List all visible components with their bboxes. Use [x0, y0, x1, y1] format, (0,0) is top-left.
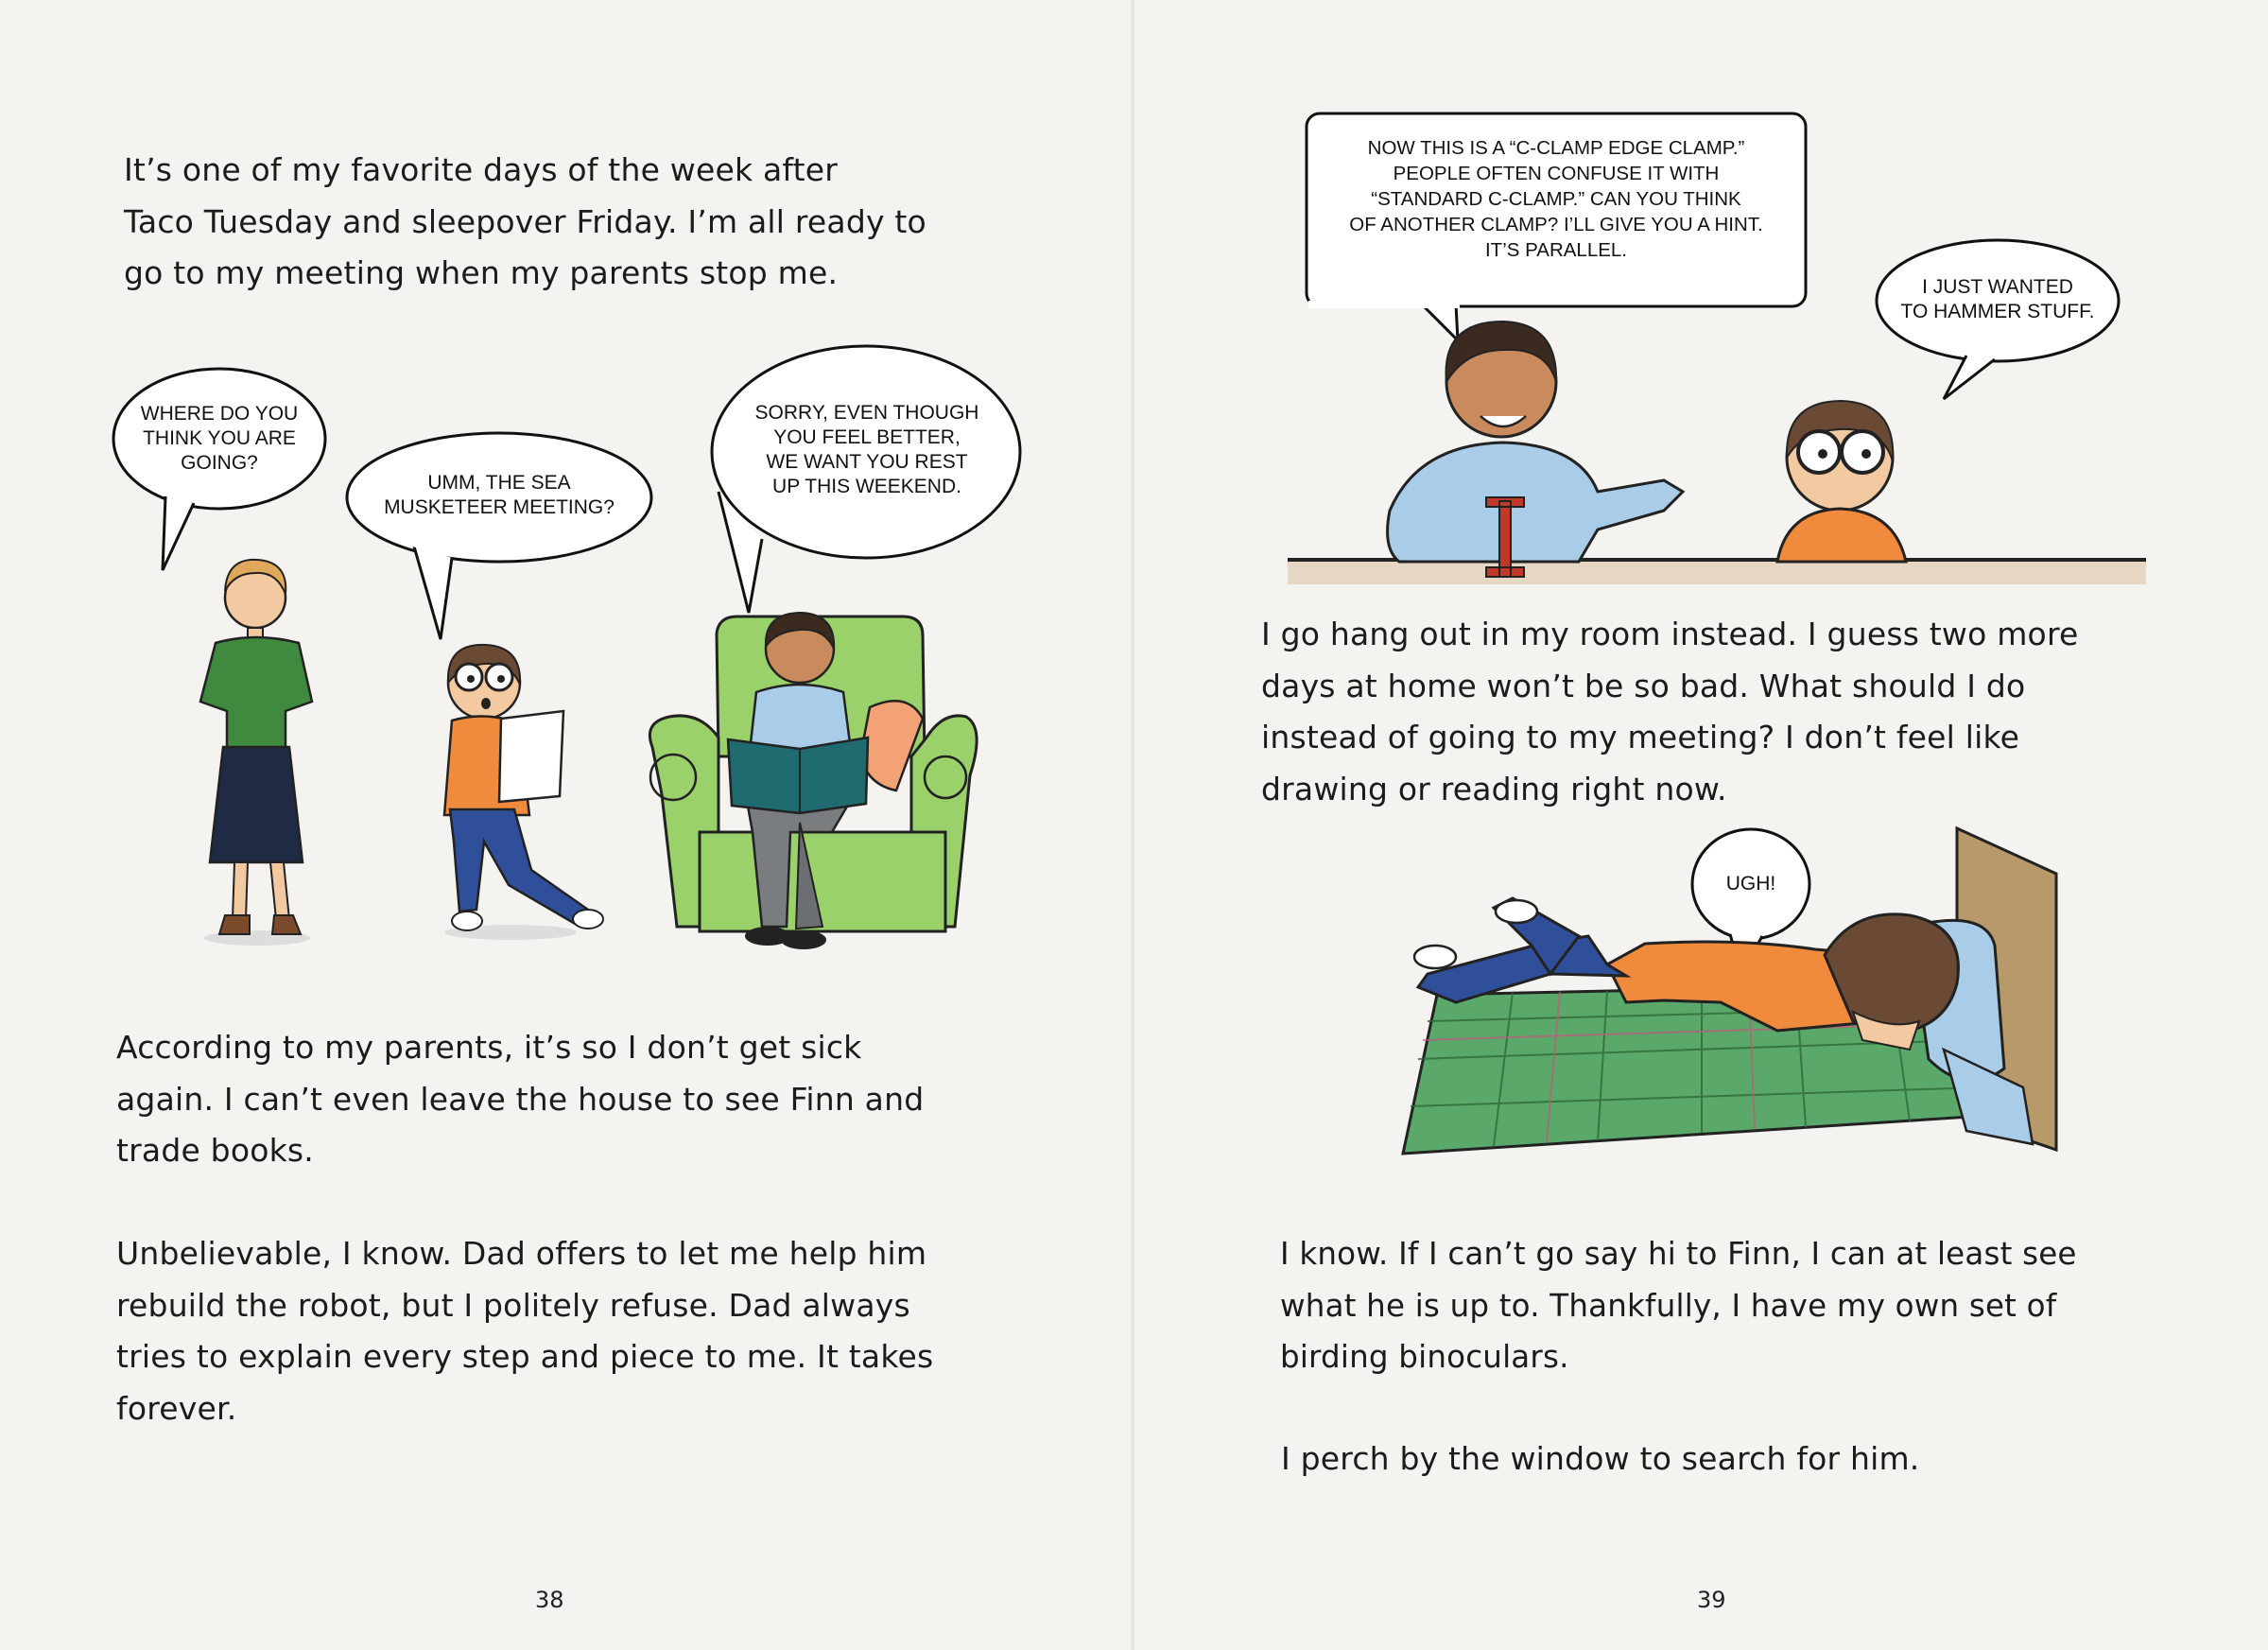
dad-in-armchair — [649, 613, 977, 949]
left-paragraph-3: Unbelievable, I know. Dad offers to let me help him rebuild the robot, but I politely refuse. Dad always tries to explain every step and piece to me. It takes forever. — [116, 1235, 934, 1427]
page-number-left: 38 — [535, 1587, 564, 1613]
right-paragraph-3: I perch by the window to search for him. — [1281, 1440, 1920, 1477]
right-page — [1134, 0, 2268, 1650]
left-paragraph-2: According to my parents, it’s so I don’t get sick again. I can’t even leave the house to see Finn and trade books. — [116, 1029, 925, 1169]
speech-bubble-dad: SORRY, EVEN THOUGH YOU FEEL BETTER, WE WANT YOU REST UP THIS WEEKEND. — [754, 402, 979, 497]
speech-bubble-ugh: UGH! — [1725, 873, 1776, 894]
right-paragraph-1: I go hang out in my room instead. I guess two more days at home won’t be so bad. What should I do instead of going to my meeting? I don’t feel like drawing or reading right now. — [1261, 616, 2079, 808]
bed-illustration — [1134, 0, 2268, 1191]
family-scene-illustration — [0, 0, 1134, 1040]
speech-bubble-kid-hammer: I JUST WANTED TO HAMMER STUFF. — [1900, 276, 2095, 322]
left-paragraph-1: It’s one of my favorite days of the week after Taco Tuesday and sleepover Friday. I’m all ready to go to my meeting when my parents stop me. — [124, 151, 926, 291]
kid-figure-walking — [444, 645, 603, 940]
speech-bubble-kid: UMM, THE SEA MUSKETEER MEETING? — [384, 472, 615, 518]
speech-bubble-mom: WHERE DO YOU THINK YOU ARE GOING? — [140, 403, 299, 474]
speech-bubble-dad-clamp: NOW THIS IS A “C-CLAMP EDGE CLAMP.” PEOPLE OFTEN CONFUSE IT WITH “STANDARD C-CLAMP.” CAN YOU THINK OF ANOTHER CLAMP? I’LL GIVE YOU A HINT. IT’S PARALLEL. — [1349, 136, 1763, 261]
right-paragraph-2: I know. If I can’t go say hi to Finn, I can at least see what he is up to. Thankfully, I have my own set of birding binoculars. — [1280, 1236, 2077, 1375]
page-number-right: 39 — [1697, 1587, 1726, 1613]
mom-figure — [200, 560, 312, 946]
